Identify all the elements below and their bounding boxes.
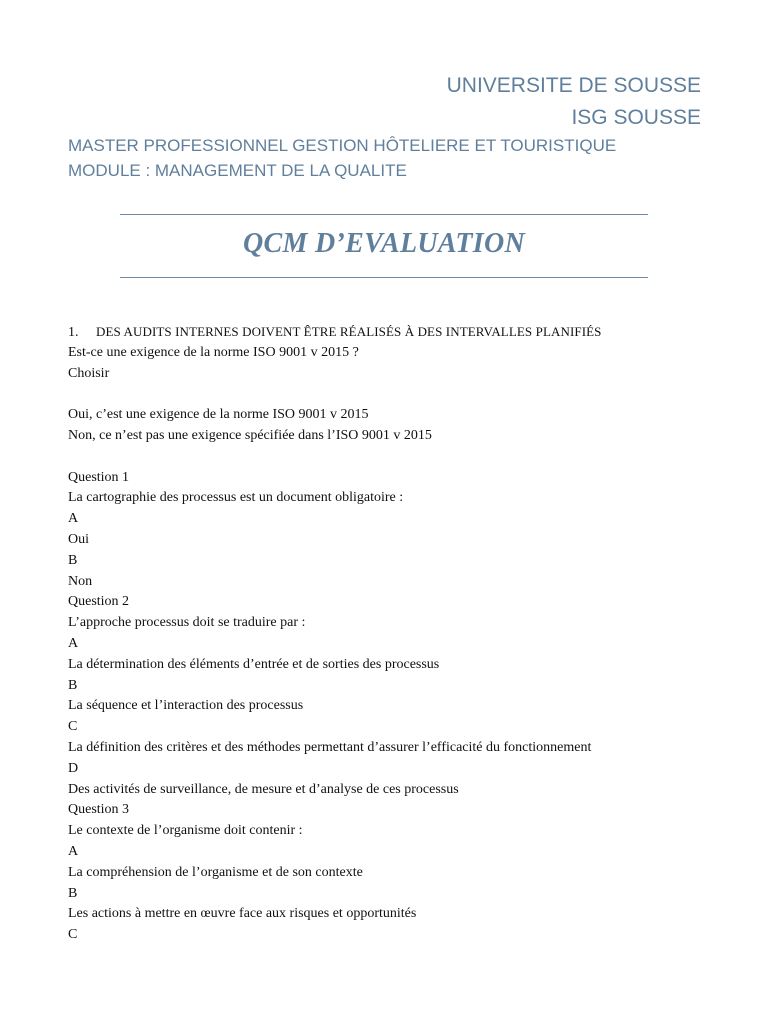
institution-header xyxy=(447,70,701,134)
question-label: Question 2 xyxy=(68,594,130,610)
spacer xyxy=(68,384,728,405)
option-text: Non xyxy=(68,573,93,589)
question-text: La cartographie des processus est un document obligatoire : xyxy=(68,490,404,506)
option-letter: C xyxy=(68,927,78,943)
title-bottom-rule xyxy=(120,277,648,278)
option-text: La définition des critères et des méthodes permettant d’assurer l’efficacité du fonctionnement xyxy=(68,739,592,755)
intro-question: Est-ce une exigence de la norme ISO 9001 v 2015 ? xyxy=(68,344,359,360)
question-label: Question 1 xyxy=(68,469,130,485)
question-label: Question 3 xyxy=(68,802,130,818)
option-letter: B xyxy=(68,552,78,568)
option-letter: A xyxy=(68,511,79,527)
option-letter: A xyxy=(68,843,79,859)
program-header xyxy=(68,133,616,183)
intro-number: 1. xyxy=(68,325,79,340)
intro-statement xyxy=(68,322,728,343)
spacer xyxy=(68,447,728,468)
title-top-rule xyxy=(120,214,648,215)
intro-option-yes: Oui, c’est une exigence de la norme ISO 9001 v 2015 xyxy=(68,407,369,423)
option-letter: B xyxy=(68,677,78,693)
option-text: Des activités de surveillance, de mesure et d’analyse de ces processus xyxy=(68,781,459,797)
option-letter: D xyxy=(68,760,79,776)
option-text: La détermination des éléments d’entrée et de sorties des processus xyxy=(68,656,440,672)
option-text: Les actions à mettre en œuvre face aux risques et opportunités xyxy=(68,906,417,922)
question-text: L’approche processus doit se traduire par : xyxy=(68,615,306,631)
option-letter: A xyxy=(68,635,79,651)
option-text: Oui xyxy=(68,531,89,547)
option-text: La compréhension de l’organisme et de son contexte xyxy=(68,864,363,880)
option-letter: B xyxy=(68,885,78,901)
option-text: La séquence et l’interaction des processus xyxy=(68,698,304,714)
question-text: Le contexte de l’organisme doit contenir : xyxy=(68,823,303,839)
option-letter: C xyxy=(68,719,78,735)
module-name: MODULE : MANAGEMENT DE LA QUALITE xyxy=(68,161,407,180)
university-name: UNIVERSITE DE SOUSSE xyxy=(446,74,701,97)
document-title: QCM D’EVALUATION xyxy=(243,228,525,259)
institute-name: ISG SOUSSE xyxy=(571,106,701,129)
document-body xyxy=(68,322,728,946)
intro-statement-text: DES AUDITS INTERNES DOIVENT ÊTRE RÉALISÉS À DES INTERVALLES PLANIFIÉS xyxy=(96,324,602,339)
program-name: MASTER PROFESSIONNEL GESTION HÔTELIERE ET TOURISTIQUE xyxy=(68,136,617,155)
intro-choose: Choisir xyxy=(68,365,110,381)
intro-option-no: Non, ce n’est pas une exigence spécifiée dans l’ISO 9001 v 2015 xyxy=(68,427,432,443)
